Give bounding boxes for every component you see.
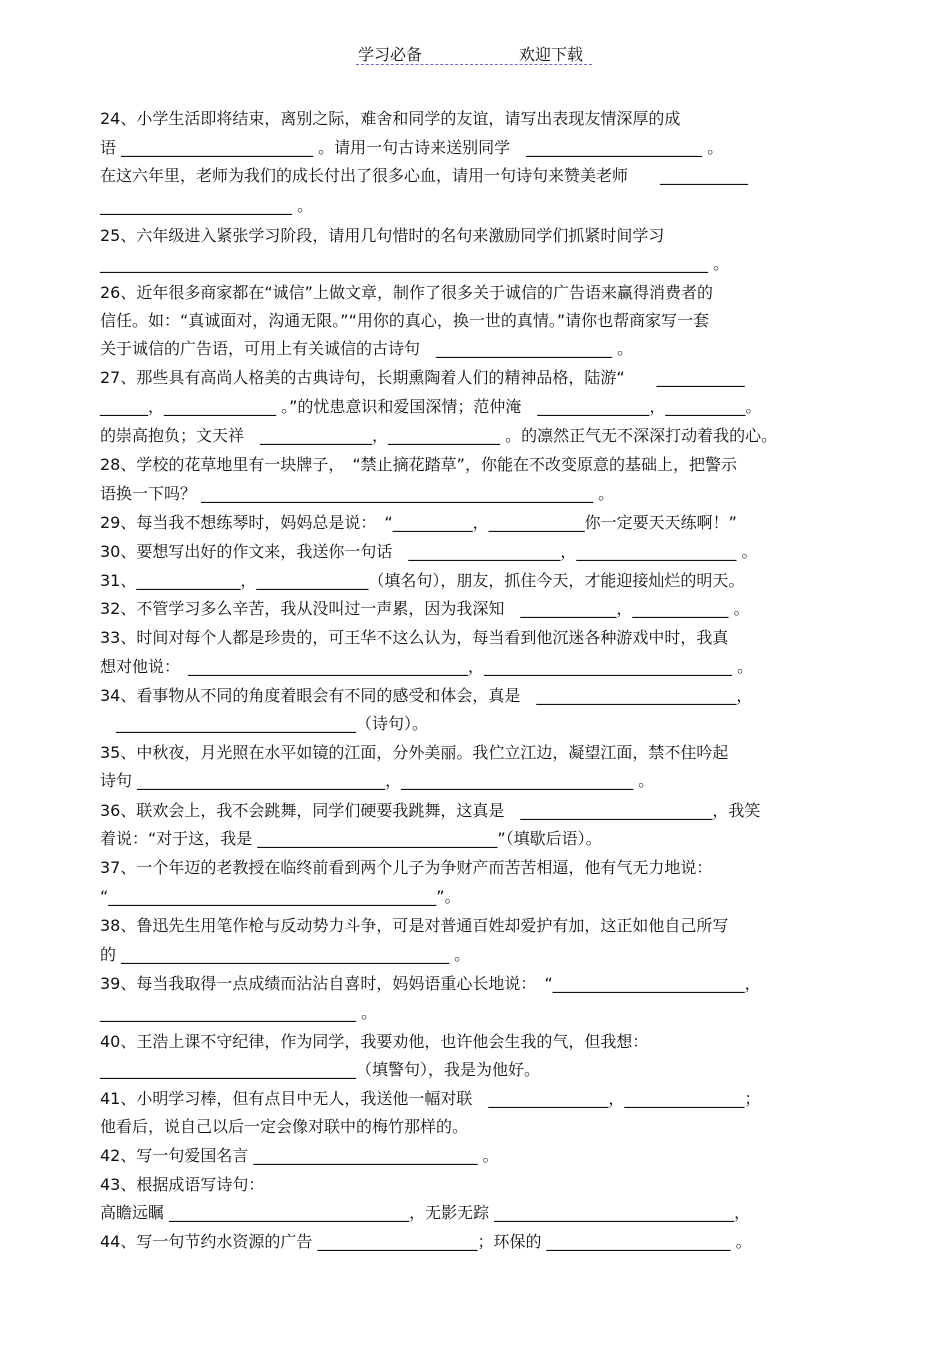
text-line: 26、近年很多商家都在“诚信”上做文章，制作了很多关于诚信的广告语来赢得消费者的 <box>100 283 713 302</box>
page-header <box>356 42 592 65</box>
text-line: ________________________________ 。 <box>100 1003 378 1022</box>
text-line: 43、根据成语写诗句： <box>100 1175 265 1194</box>
text-line: 38、鲁迅先生用笔作枪与反动势力斗争，可是对普通百姓却爱护有加，这正如他自己所写 <box>100 916 729 935</box>
text-line: ________________________________（填警句），我是为他好。 <box>100 1060 541 1079</box>
text-line: 31、_____________，______________（填名句），朋友，抓住今天，才能迎接灿烂的明天。 <box>100 571 745 590</box>
text-line: 他看后，说自己以后一定会像对联中的梅竹那样的。 <box>100 1117 469 1136</box>
text-line: 29、每当我不想练琴时，妈妈总是说： “__________，____________你一定要天天练啊！” <box>100 513 737 532</box>
text-line: 想对他说： ___________________________________，_______________________________ 。 <box>100 657 754 676</box>
text-line: 关于诚信的广告语，可用上有关诚信的古诗句 ______________________ 。 <box>100 339 634 358</box>
text-line: 诗句 _______________________________，_____________________________ 。 <box>100 771 655 790</box>
text-line: 33、时间对每个人都是珍贵的，可王华不这么认为，每当看到他沉迷各种游戏中时，我真 <box>100 628 729 647</box>
text-line: 着说：“对于这，我是 ______________________________”（填歇后语）。 <box>100 829 602 848</box>
text-line: 30、要想写出好的作文来，我送你一句话 ___________________，____________________ 。 <box>100 542 758 561</box>
text-line: 27、那些具有高尚人格美的古典诗句，长期熏陶着人们的精神品格，陆游“ ___________ <box>100 368 745 387</box>
text-line: 40、王浩上课不守纪律，作为同学，我要劝他，也许他会生我的气，但我想： <box>100 1032 649 1051</box>
text-line: 35、中秋夜，月光照在水平如镜的江面，分外美丽。我伫立江边，凝望江面，禁不住吟起 <box>100 743 729 762</box>
text-line: 32、不管学习多么辛苦，我从没叫过一声累，因为我深知 ____________，____________ 。 <box>100 599 750 618</box>
text-line: 41、小明学习棒，但有点目中无人，我送他一幅对联 _______________，_______________； <box>100 1089 761 1108</box>
text-line: “_________________________________________”。 <box>100 887 461 906</box>
text-line: ______________________________（诗句）。 <box>100 714 429 733</box>
text-line: ______，______________ 。”的忧患意识和爱国深情；范仲淹 ______________，__________。 <box>100 397 762 416</box>
text-line: 24、小学生活即将结束，离别之际，难舍和同学的友谊，请写出表现友情深厚的成 <box>100 109 681 128</box>
text-line: 36、联欢会上，我不会跳舞，同学们硬要我跳舞，这真是 ________________________，我笑 <box>100 801 761 820</box>
text-line: 44、写一句节约水资源的广告 ____________________；环保的 _______________________ 。 <box>100 1232 752 1251</box>
text-line: 的 _________________________________________ 。 <box>100 945 471 964</box>
header-left-text: 学习必备 <box>358 45 423 64</box>
header-right-text: 欢迎下载 <box>519 45 584 64</box>
text-line: 28、学校的花草地里有一块牌子， “禁止摘花踏草”，你能在不改变原意的基础上，把警示 <box>100 455 737 474</box>
text-line: 在这六年里，老师为我们的成长付出了很多心血，请用一句诗句来赞美老师 ___________ <box>100 166 749 185</box>
text-line: 34、看事物从不同的角度着眼会有不同的感受和体会，真是 _________________________， <box>100 686 753 705</box>
text-line: ____________________________________________________________________________ 。 <box>100 254 730 273</box>
text-line: 39、每当我取得一点成绩而沾沾自喜时，妈妈语重心长地说： “________________________， <box>100 974 761 993</box>
text-line: 42、写一句爱国名言 ____________________________ 。 <box>100 1146 499 1165</box>
text-line: 高瞻远瞩 ______________________________，无影无踪 ______________________________， <box>100 1203 751 1222</box>
text-line: 语换一下吗？ _________________________________________________ 。 <box>100 484 615 503</box>
text-line: 语 ________________________ 。请用一句古诗来送别同学 ______________________ 。 <box>100 138 724 157</box>
text-line: 37、一个年迈的老教授在临终前看到两个儿子为争财产而苦苦相逼，他有气无力地说： <box>100 858 713 877</box>
text-line: ________________________ 。 <box>100 196 314 215</box>
text-line: 信任。如：“真诚面对，沟通无限。”“用你的真心，换一世的真情。”请你也帮商家写一套 <box>100 311 710 330</box>
text-line: 的崇高抱负；文天祥 ______________，______________ 。的凛然正气无不深深打动着我的心。 <box>100 426 778 445</box>
text-line: 25、六年级进入紧张学习阶段，请用几句惜时的名句来激励同学们抓紧时间学习 <box>100 226 665 245</box>
